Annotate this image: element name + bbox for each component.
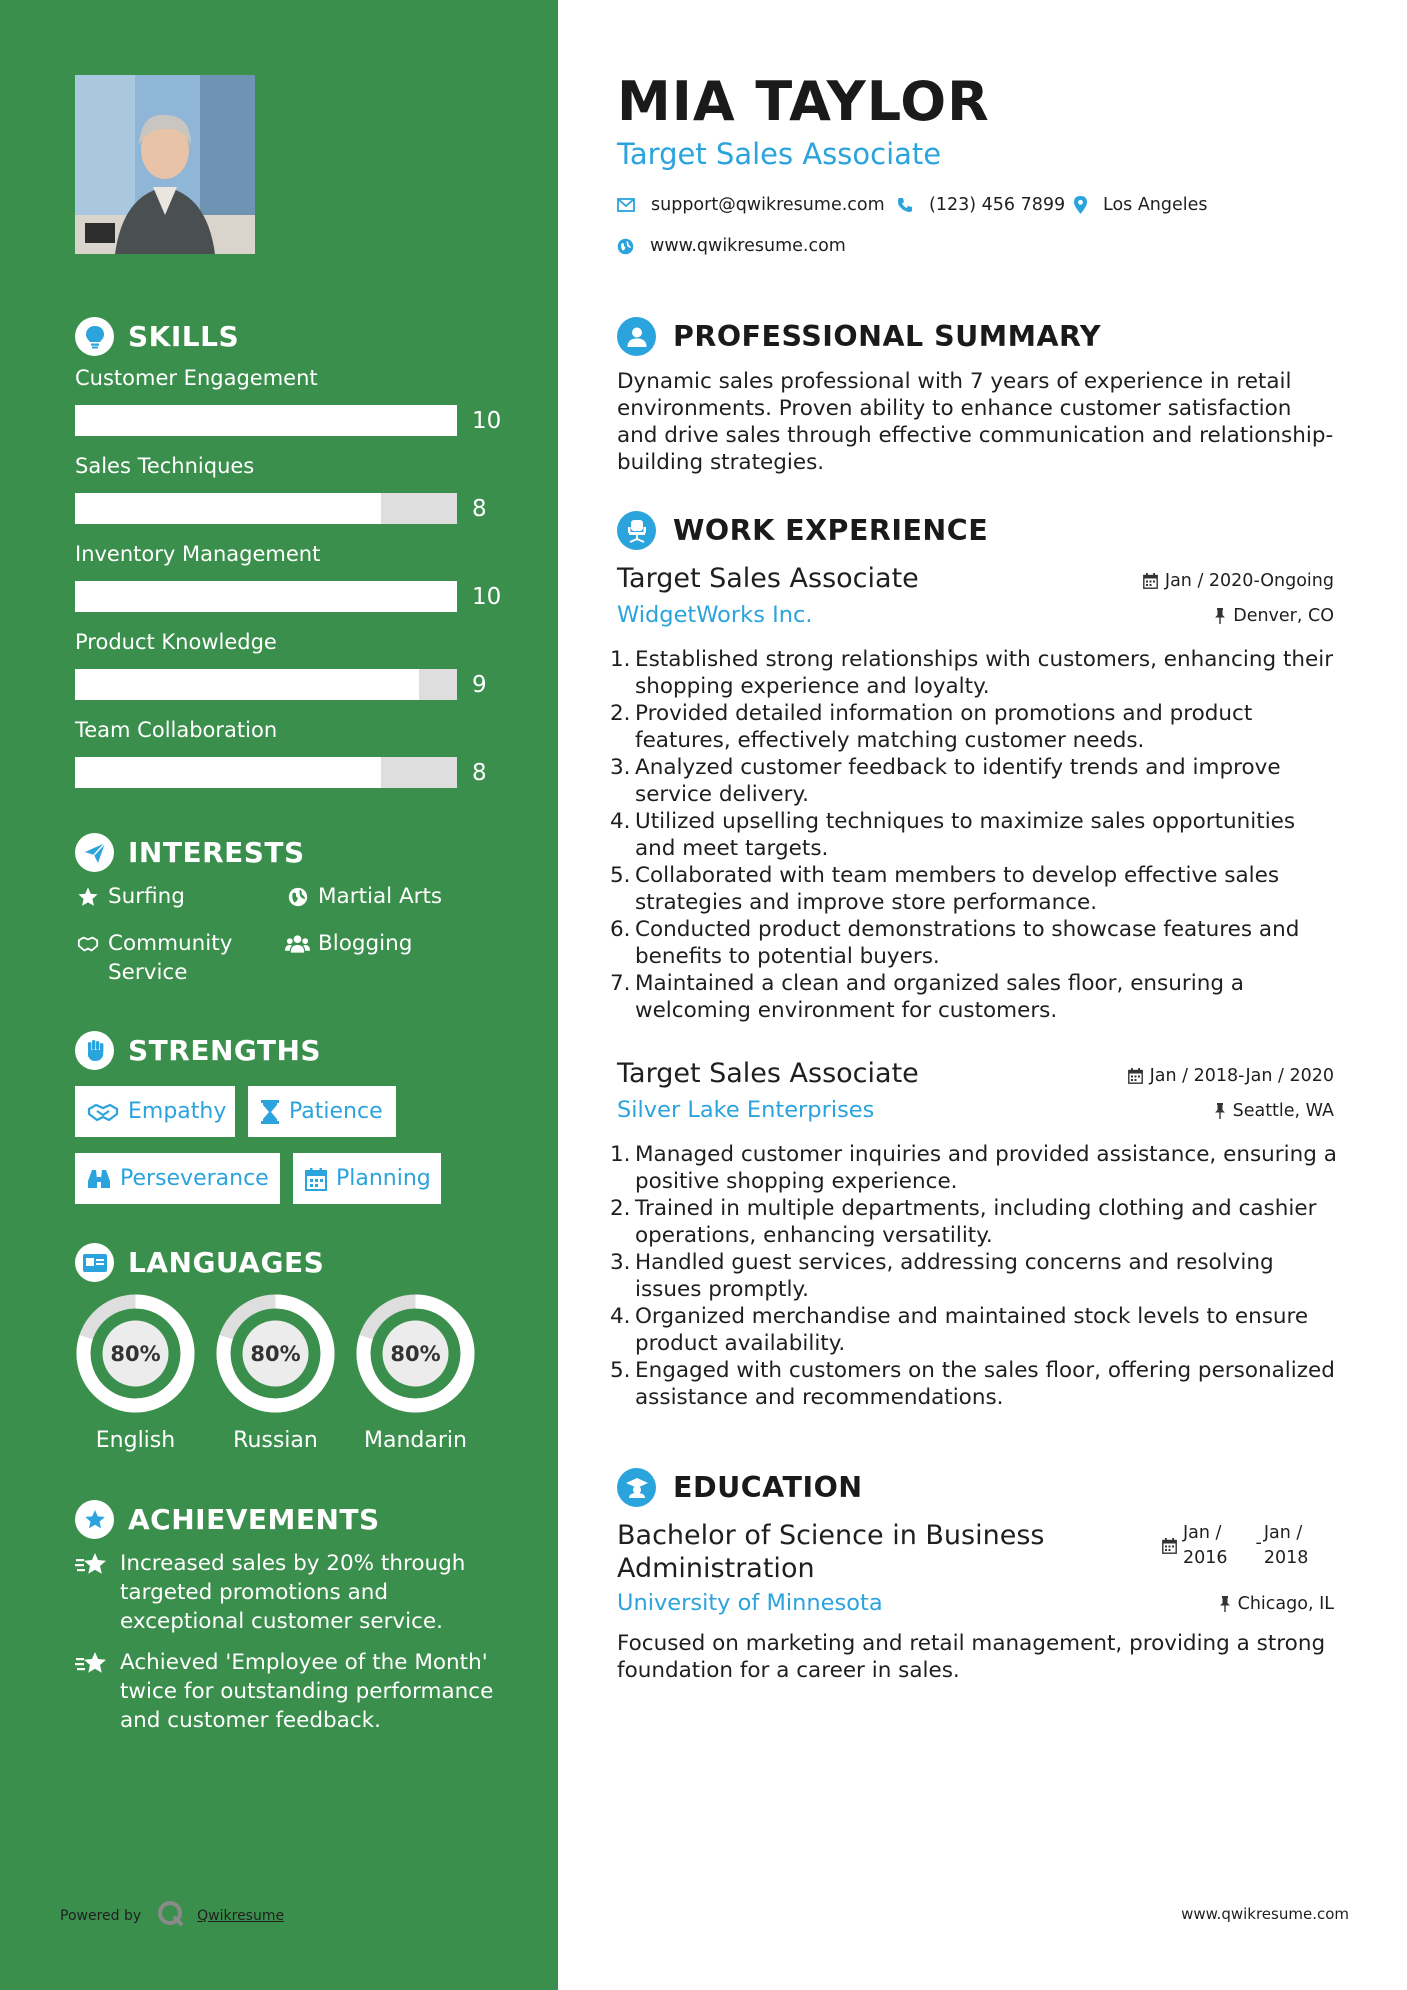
skill-value: 10: [472, 584, 502, 610]
duty-item: 4. Organized merchandise and maintained stock levels to ensure product availability.: [610, 1304, 1309, 1356]
pushpin-icon: [1214, 608, 1226, 624]
award-star-icon: [75, 1551, 109, 1583]
strength-label: Empathy: [128, 1099, 227, 1124]
skill-bar: [75, 405, 457, 436]
education-start: [1183, 1521, 1228, 1571]
job-location-text: Denver, CO: [1233, 606, 1334, 626]
skill-item: [75, 366, 515, 446]
interest-label: Martial Arts: [318, 884, 443, 909]
contact-phone: [897, 195, 1065, 215]
job-dates-text: Jan / 2018-Jan / 2020: [1149, 1066, 1334, 1086]
duty-text: Handled guest services, addressing concerns and resolving issues promptly.: [635, 1250, 1274, 1302]
job-duties: [610, 646, 1340, 1024]
hourglass-icon: [260, 1100, 280, 1124]
sidebar: [0, 0, 558, 1990]
education-end-month: Jan /: [1263, 1523, 1303, 1543]
calendar-icon: [1128, 1068, 1143, 1084]
duty-text: Provided detailed information on promotions and product features, effectively matching customer needs.: [635, 701, 1253, 753]
candidate-name: MIA TAYLOR: [617, 70, 990, 133]
email-text[interactable]: support@qwikresume.com: [651, 195, 885, 215]
qwikresume-link[interactable]: Qwikresume: [197, 1908, 285, 1924]
duty-text: Managed customer inquiries and provided assistance, ensuring a positive shopping experience.: [635, 1142, 1337, 1194]
skill-bar-fill: [75, 493, 381, 524]
handshake-icon: [75, 929, 100, 958]
language-item: [353, 1291, 478, 1453]
strength-label: Patience: [289, 1099, 383, 1124]
education-dates: [1162, 1521, 1308, 1571]
strengths-heading: [75, 1031, 321, 1070]
skills-title: SKILLS: [128, 320, 240, 353]
education-location: [1219, 1594, 1334, 1614]
skill-bar: [75, 669, 457, 700]
education-end: [1264, 1521, 1309, 1571]
duty-item: 5. Engaged with customers on the sales floor, offering personalized assistance and recommendations.: [610, 1358, 1335, 1410]
education-end-year: 2018: [1263, 1548, 1309, 1568]
duty-text: Conducted product demonstrations to showcase features and benefits to potential buyers.: [635, 917, 1300, 969]
star-icon: [75, 882, 100, 911]
skill-item: [75, 454, 515, 534]
skills-heading: [75, 317, 239, 356]
strength-tag: [75, 1153, 280, 1204]
strength-label: Planning: [336, 1166, 431, 1191]
achievement-item: [75, 1648, 515, 1735]
skill-value: 8: [472, 496, 487, 522]
job-dates: [1143, 571, 1334, 591]
achievements-title: ACHIEVEMENTS: [128, 1503, 380, 1536]
skill-item: [75, 630, 515, 710]
interest-item: [75, 882, 185, 911]
job-duties: [610, 1141, 1340, 1411]
strength-tag: [75, 1086, 235, 1137]
envelope-icon: [617, 198, 635, 212]
job-location: [1214, 1101, 1334, 1121]
duty-text: Analyzed customer feedback to identify trends and improve service delivery.: [635, 755, 1281, 807]
summary-heading: [617, 317, 1101, 356]
qwikresume-logo-icon: [157, 1900, 185, 1932]
duty-item: 2. Trained in multiple departments, including clothing and cashier operations, enhancing versatility.: [610, 1196, 1317, 1248]
duty-item: 3. Analyzed customer feedback to identify trends and improve service delivery.: [610, 755, 1281, 807]
pushpin-icon: [1219, 1596, 1231, 1612]
skill-bar: [75, 581, 457, 612]
interest-item: [285, 882, 442, 911]
contact-email: [617, 195, 885, 215]
education-description: Focused on marketing and retail management, providing a strong foundation for a career in sales.: [617, 1631, 1326, 1683]
office-chair-icon: [617, 511, 656, 550]
achievement-text: Achieved 'Employee of the Month' twice for outstanding performance and customer feedback.: [120, 1650, 494, 1733]
job-title: Target Sales Associate: [617, 563, 919, 594]
language-item: [73, 1291, 198, 1453]
duty-text: Organized merchandise and maintained stock levels to ensure product availability.: [635, 1304, 1309, 1356]
skill-value: 10: [472, 408, 502, 434]
company-name: Silver Lake Enterprises: [617, 1097, 875, 1123]
summary-title: PROFESSIONAL SUMMARY: [673, 320, 1102, 353]
phone-text: (123) 456 7899: [929, 195, 1066, 215]
interest-item: [285, 929, 412, 958]
award-star-icon: [75, 1650, 109, 1682]
duty-item: 1. Managed customer inquiries and provided assistance, ensuring a positive shopping experience.: [610, 1142, 1337, 1194]
globe-icon: [617, 238, 634, 255]
calendar-icon: [305, 1167, 327, 1191]
lightbulb-icon: [75, 317, 114, 356]
graduate-icon: [617, 1468, 656, 1507]
skill-item: [75, 718, 515, 798]
interest-label: Community Service: [108, 931, 233, 985]
duty-text: Established strong relationships with customers, enhancing their shopping experience and loyalty.: [635, 647, 1334, 699]
job-dates-text: Jan / 2020-Ongoing: [1164, 571, 1334, 591]
language-percent: 80%: [390, 1342, 441, 1366]
job-dates: [1128, 1066, 1334, 1086]
duty-item: 1. Established strong relationships with customers, enhancing their shopping experience and loyalty.: [610, 647, 1334, 699]
phone-icon: [897, 197, 913, 213]
job-location: [1214, 606, 1334, 626]
language-percent: 80%: [110, 1342, 161, 1366]
education-start-month: Jan /: [1183, 1523, 1222, 1543]
company-name: WidgetWorks Inc.: [617, 602, 813, 628]
languages-title: LANGUAGES: [128, 1246, 325, 1279]
candidate-title: Target Sales Associate: [617, 137, 942, 171]
contact-website: [617, 236, 846, 256]
date-separator: -: [1255, 1533, 1262, 1553]
skill-value: 9: [472, 672, 487, 698]
website-text[interactable]: www.qwikresume.com: [650, 236, 846, 256]
paper-plane-icon: [75, 833, 114, 872]
achievements-heading: [75, 1500, 380, 1539]
strength-tag: [248, 1086, 396, 1137]
strengths-title: STRENGTHS: [128, 1034, 322, 1067]
education-heading: [617, 1468, 863, 1507]
interest-label: Surfing: [108, 884, 185, 909]
skill-bar-fill: [75, 757, 381, 788]
skill-name: Sales Techniques: [75, 454, 255, 478]
pushpin-icon: [1214, 1103, 1226, 1119]
duty-text: Collaborated with team members to develop effective sales strategies and improve store performance.: [635, 863, 1280, 915]
skill-bar-fill: [75, 669, 419, 700]
trophy-star-icon: [75, 1500, 114, 1539]
language-ring: [353, 1291, 478, 1416]
skill-bar-fill: [75, 405, 457, 436]
duty-item: 4. Utilized upselling techniques to maximize sales opportunities and meet targets.: [610, 809, 1296, 861]
skill-name: Team Collaboration: [75, 718, 278, 742]
duty-item: 5. Collaborated with team members to develop effective sales strategies and improve store performance.: [610, 863, 1280, 915]
achievement-item: [75, 1549, 515, 1636]
job-location-text: Seattle, WA: [1232, 1101, 1334, 1121]
duty-item: 6. Conducted product demonstrations to showcase features and benefits to potential buyers.: [610, 917, 1300, 969]
location-text: Los Angeles: [1103, 195, 1208, 215]
powered-by-label: Powered by: [60, 1908, 142, 1924]
skill-bar: [75, 757, 457, 788]
calendar-icon: [1162, 1537, 1177, 1571]
language-name: Mandarin: [364, 1428, 467, 1453]
calendar-icon: [1143, 573, 1158, 589]
strength-tag: [293, 1153, 441, 1204]
duty-text: Utilized upselling techniques to maximize sales opportunities and meet targets.: [635, 809, 1296, 861]
job-title: Target Sales Associate: [617, 1058, 919, 1089]
contact-location: [1074, 195, 1208, 215]
profile-photo: [75, 75, 255, 254]
user-icon: [617, 317, 656, 356]
experience-heading: [617, 511, 988, 550]
interest-item: [75, 929, 275, 987]
language-ring: [213, 1291, 338, 1416]
users-icon: [285, 929, 310, 958]
map-pin-icon: [1074, 196, 1087, 214]
interests-heading: [75, 833, 305, 872]
skill-bar: [75, 493, 457, 524]
duty-item: 7. Maintained a clean and organized sales floor, ensuring a welcoming environment for customers.: [610, 971, 1244, 1023]
binoculars-icon: [87, 1169, 111, 1189]
language-name: English: [95, 1428, 176, 1453]
language-ring: [73, 1291, 198, 1416]
languages-heading: [75, 1243, 324, 1282]
fist-icon: [75, 1031, 114, 1070]
skill-name: Product Knowledge: [75, 630, 277, 654]
education-location-text: Chicago, IL: [1237, 1594, 1334, 1614]
duty-text: Trained in multiple departments, including clothing and cashier operations, enhancing versatility.: [635, 1196, 1317, 1248]
skill-name: Customer Engagement: [75, 366, 318, 390]
education-start-year: 2016: [1183, 1548, 1228, 1568]
powered-by: [60, 1900, 284, 1932]
achievement-text: Increased sales by 20% through targeted promotions and exceptional customer service.: [120, 1551, 466, 1634]
id-card-icon: [75, 1243, 114, 1282]
language-item: [213, 1291, 338, 1453]
education-title: EDUCATION: [673, 1471, 863, 1504]
interests-title: INTERESTS: [128, 836, 305, 869]
degree-name: Bachelor of Science in Business Administration: [617, 1520, 1045, 1584]
language-percent: 80%: [250, 1342, 301, 1366]
duty-text: Engaged with customers on the sales floor, offering personalized assistance and recommendations.: [635, 1358, 1335, 1410]
duty-item: 2. Provided detailed information on promotions and product features, effectively matching customer needs.: [610, 701, 1253, 753]
handshake-icon: [87, 1102, 119, 1122]
language-name: Russian: [233, 1428, 318, 1453]
globe-icon: [285, 882, 310, 911]
experience-title: WORK EXPERIENCE: [673, 514, 989, 547]
summary-text: Dynamic sales professional with 7 years of experience in retail environments. Proven ability to enhance customer satisfaction and drive sales through effective communication and relationship-building strategies.: [617, 369, 1334, 475]
interest-label: Blogging: [318, 931, 413, 956]
footer-website[interactable]: www.qwikresume.com: [1181, 1905, 1349, 1923]
skill-item: [75, 542, 515, 622]
strength-label: Perseverance: [120, 1166, 269, 1191]
skill-bar-fill: [75, 581, 457, 612]
duty-item: 3. Handled guest services, addressing concerns and resolving issues promptly.: [610, 1250, 1274, 1302]
skill-name: Inventory Management: [75, 542, 321, 566]
school-name: University of Minnesota: [617, 1590, 883, 1616]
duty-text: Maintained a clean and organized sales floor, ensuring a welcoming environment for customers.: [635, 971, 1244, 1023]
skill-value: 8: [472, 760, 487, 786]
